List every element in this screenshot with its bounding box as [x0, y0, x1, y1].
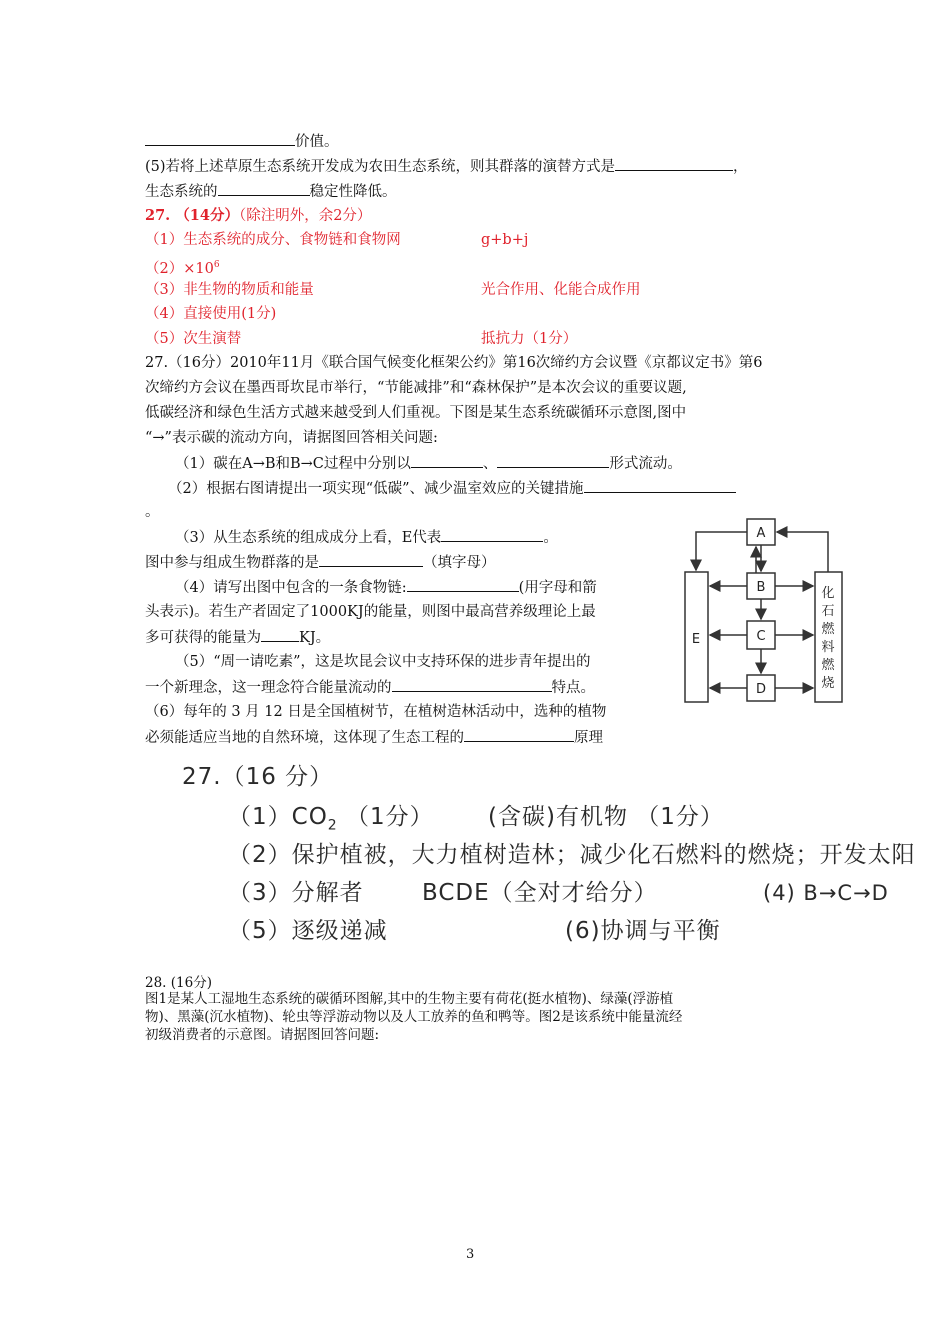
q28-line-3	[145, 1026, 379, 1045]
text: 27.（16 分）	[182, 764, 334, 790]
answer27b-3	[228, 878, 364, 908]
q27-q5	[175, 652, 591, 672]
answer27a-3b	[481, 280, 641, 300]
node-e-label: E	[691, 632, 701, 647]
text: 一个新理念，这一理念符合能量流动的	[145, 680, 392, 696]
blank	[261, 627, 299, 642]
q27-q4-line2	[145, 602, 596, 622]
text: 、	[482, 456, 498, 472]
top-line-1	[145, 131, 339, 152]
top-line-3	[145, 181, 397, 202]
answer27b-title	[182, 762, 333, 792]
text: 生态系统的	[145, 184, 218, 200]
blank	[218, 181, 310, 196]
answer27b-1c	[488, 802, 724, 832]
blank	[392, 677, 552, 692]
text: BCDE（全对才给分）	[422, 880, 658, 906]
text: 27.（16分）2010年11月《联合国气候变化框架公约》第16次缔约方会议暨《京都议定书》第6	[145, 355, 763, 371]
text: 多可获得的能量为	[145, 630, 261, 646]
text: （5）逐级递减	[228, 918, 388, 944]
q27-q2	[168, 478, 736, 499]
text: （2）×10	[145, 260, 214, 277]
text: （3）从生态系统的组成成分上看，E代表	[175, 530, 442, 546]
top-line-2	[145, 156, 748, 177]
text: KJ。	[299, 630, 331, 646]
text: （4）请写出图中包含的一条食物链:	[175, 580, 407, 596]
text: 头表示)。若生产者固定了1000KJ的能量，则图中最高营养级理论上最	[145, 604, 596, 620]
node-d-label: D	[755, 682, 767, 697]
text: ，	[733, 159, 748, 175]
answer-note: （除注明外，余2分）	[238, 208, 372, 224]
page-number: 3	[466, 1247, 475, 1262]
arrow-fossil-to-a	[777, 532, 828, 572]
text: （2）根据右图请提出一项实现“低碳”、减少温室效应的关键措施	[168, 481, 584, 497]
blank	[497, 453, 609, 468]
blank	[407, 577, 519, 592]
text: 。	[543, 530, 558, 546]
q27-q1	[175, 453, 682, 474]
carbon-cycle-diagram	[680, 515, 850, 710]
answer27a-1	[145, 230, 401, 250]
text: (用字母和箭	[518, 580, 597, 596]
text: 28. (16分)	[145, 975, 212, 991]
text: （5）“周一请吃素”，这是坎昆会议中支持环保的进步青年提出的	[175, 654, 591, 670]
q27-q6	[145, 702, 606, 722]
answer27b-2	[228, 840, 916, 870]
answer27a-1b	[481, 230, 528, 250]
answer27b-3b	[422, 878, 658, 908]
q27-q3	[175, 527, 558, 548]
text: g+b+j	[481, 232, 529, 248]
text: (6)协调与平衡	[565, 918, 721, 944]
text: 稳定性降低。	[309, 184, 397, 200]
text: 特点。	[551, 680, 595, 696]
answer-title: 27. （14分）	[145, 207, 239, 224]
subscript: 2	[327, 817, 338, 834]
blank	[441, 527, 543, 542]
answer27a-2	[145, 255, 220, 279]
blank	[411, 453, 483, 468]
q27-q4-line3	[145, 627, 330, 648]
answer27a-5	[145, 329, 241, 349]
blank	[615, 156, 733, 171]
fossil-char: 化	[821, 586, 835, 601]
text: （3）分解者	[228, 880, 364, 906]
node-a-label: A	[756, 526, 766, 541]
text: (5)若将上述草原生态系统开发成为农田生态系统，则其群落的演替方式是	[145, 159, 616, 175]
q28-line-2	[145, 1008, 682, 1027]
answer27a-4	[145, 304, 276, 324]
answer27a-title	[145, 206, 371, 226]
answer27a-5b	[481, 329, 577, 349]
q27-q2-end	[145, 502, 160, 522]
text: 抵抗力（1分）	[481, 331, 578, 347]
text: （3）非生物的物质和能量	[145, 282, 314, 298]
text: 低碳经济和绿色生活方式越来越受到人们重视。下图是某生态系统碳循环示意图,图中	[145, 405, 687, 421]
text: 。	[145, 504, 160, 520]
text: 图1是某人工湿地生态系统的碳循环图解,其中的生物主要有荷花(挺水植物)、绿藻(浮游植	[145, 991, 674, 1007]
blank	[584, 478, 736, 493]
text: “→”表示碳的流动方向，请据图回答相关问题:	[145, 430, 438, 446]
fossil-char: 烧	[821, 676, 835, 691]
answer27b-5	[228, 916, 388, 946]
answer27b-1	[228, 802, 434, 841]
node-b-label: B	[756, 580, 766, 595]
fossil-char: 燃	[821, 658, 835, 673]
text: （5）次生演替	[145, 331, 242, 347]
text: （1）生态系统的成分、食物链和食物网	[145, 232, 401, 248]
blank	[319, 552, 423, 567]
text: 原理	[574, 730, 603, 746]
text: 次缔约方会议在墨西哥坎昆市举行，“节能减排”和“森林保护”是本次会议的重要议题,	[145, 380, 687, 396]
q28-line-1	[145, 990, 673, 1009]
fossil-char: 料	[821, 640, 835, 655]
text: （4）直接使用(1分)	[145, 306, 277, 322]
text: 形式流动。	[609, 456, 682, 472]
fossil-char: 石	[821, 604, 835, 619]
node-c-label: C	[756, 629, 766, 644]
q27-intro-4	[145, 428, 438, 448]
text: (4) B→C→D	[763, 881, 889, 905]
blank	[145, 131, 295, 146]
q27-q4	[175, 577, 597, 598]
text: 必须能适应当地的自然环境，这体现了生态工程的	[145, 730, 464, 746]
text: 光合作用、化能合成作用	[481, 282, 641, 298]
q27-intro-2	[145, 378, 687, 398]
text: （2）保护植被，大力植树造林；减少化石燃料的燃烧；开发太阳	[228, 842, 916, 868]
text: 初级消费者的示意图。请据图回答问题:	[145, 1027, 380, 1043]
text: （1）CO	[228, 804, 328, 830]
q27-intro-1	[145, 353, 763, 373]
text: 价值。	[295, 134, 339, 150]
text: 图中参与组成生物群落的是	[145, 555, 319, 571]
text: (含碳)有机物 （1分）	[488, 804, 724, 830]
q27-q6-line2	[145, 727, 603, 748]
fossil-char: 燃	[821, 622, 835, 637]
q27-q5-line2	[145, 677, 595, 698]
text: 物)、黑藻(沉水植物)、轮虫等浮游动物以及人工放养的鱼和鸭等。图2是该系统中能量流经	[145, 1009, 683, 1025]
text: （1分）	[346, 804, 434, 830]
text: （填字母）	[423, 555, 496, 571]
answer27a-3	[145, 280, 314, 300]
blank	[464, 727, 574, 742]
q27-q3-line2	[145, 552, 496, 573]
text: （1）碳在A→B和B→C过程中分别以	[175, 456, 411, 472]
text: （6）每年的 3 月 12 日是全国植树节，在植树造林活动中，选种的植物	[145, 704, 607, 720]
answer27b-3c	[763, 878, 889, 908]
superscript: 6	[213, 260, 220, 270]
q27-intro-3	[145, 403, 686, 423]
arrow-a-to-e	[696, 532, 747, 570]
answer27b-6	[565, 916, 721, 946]
